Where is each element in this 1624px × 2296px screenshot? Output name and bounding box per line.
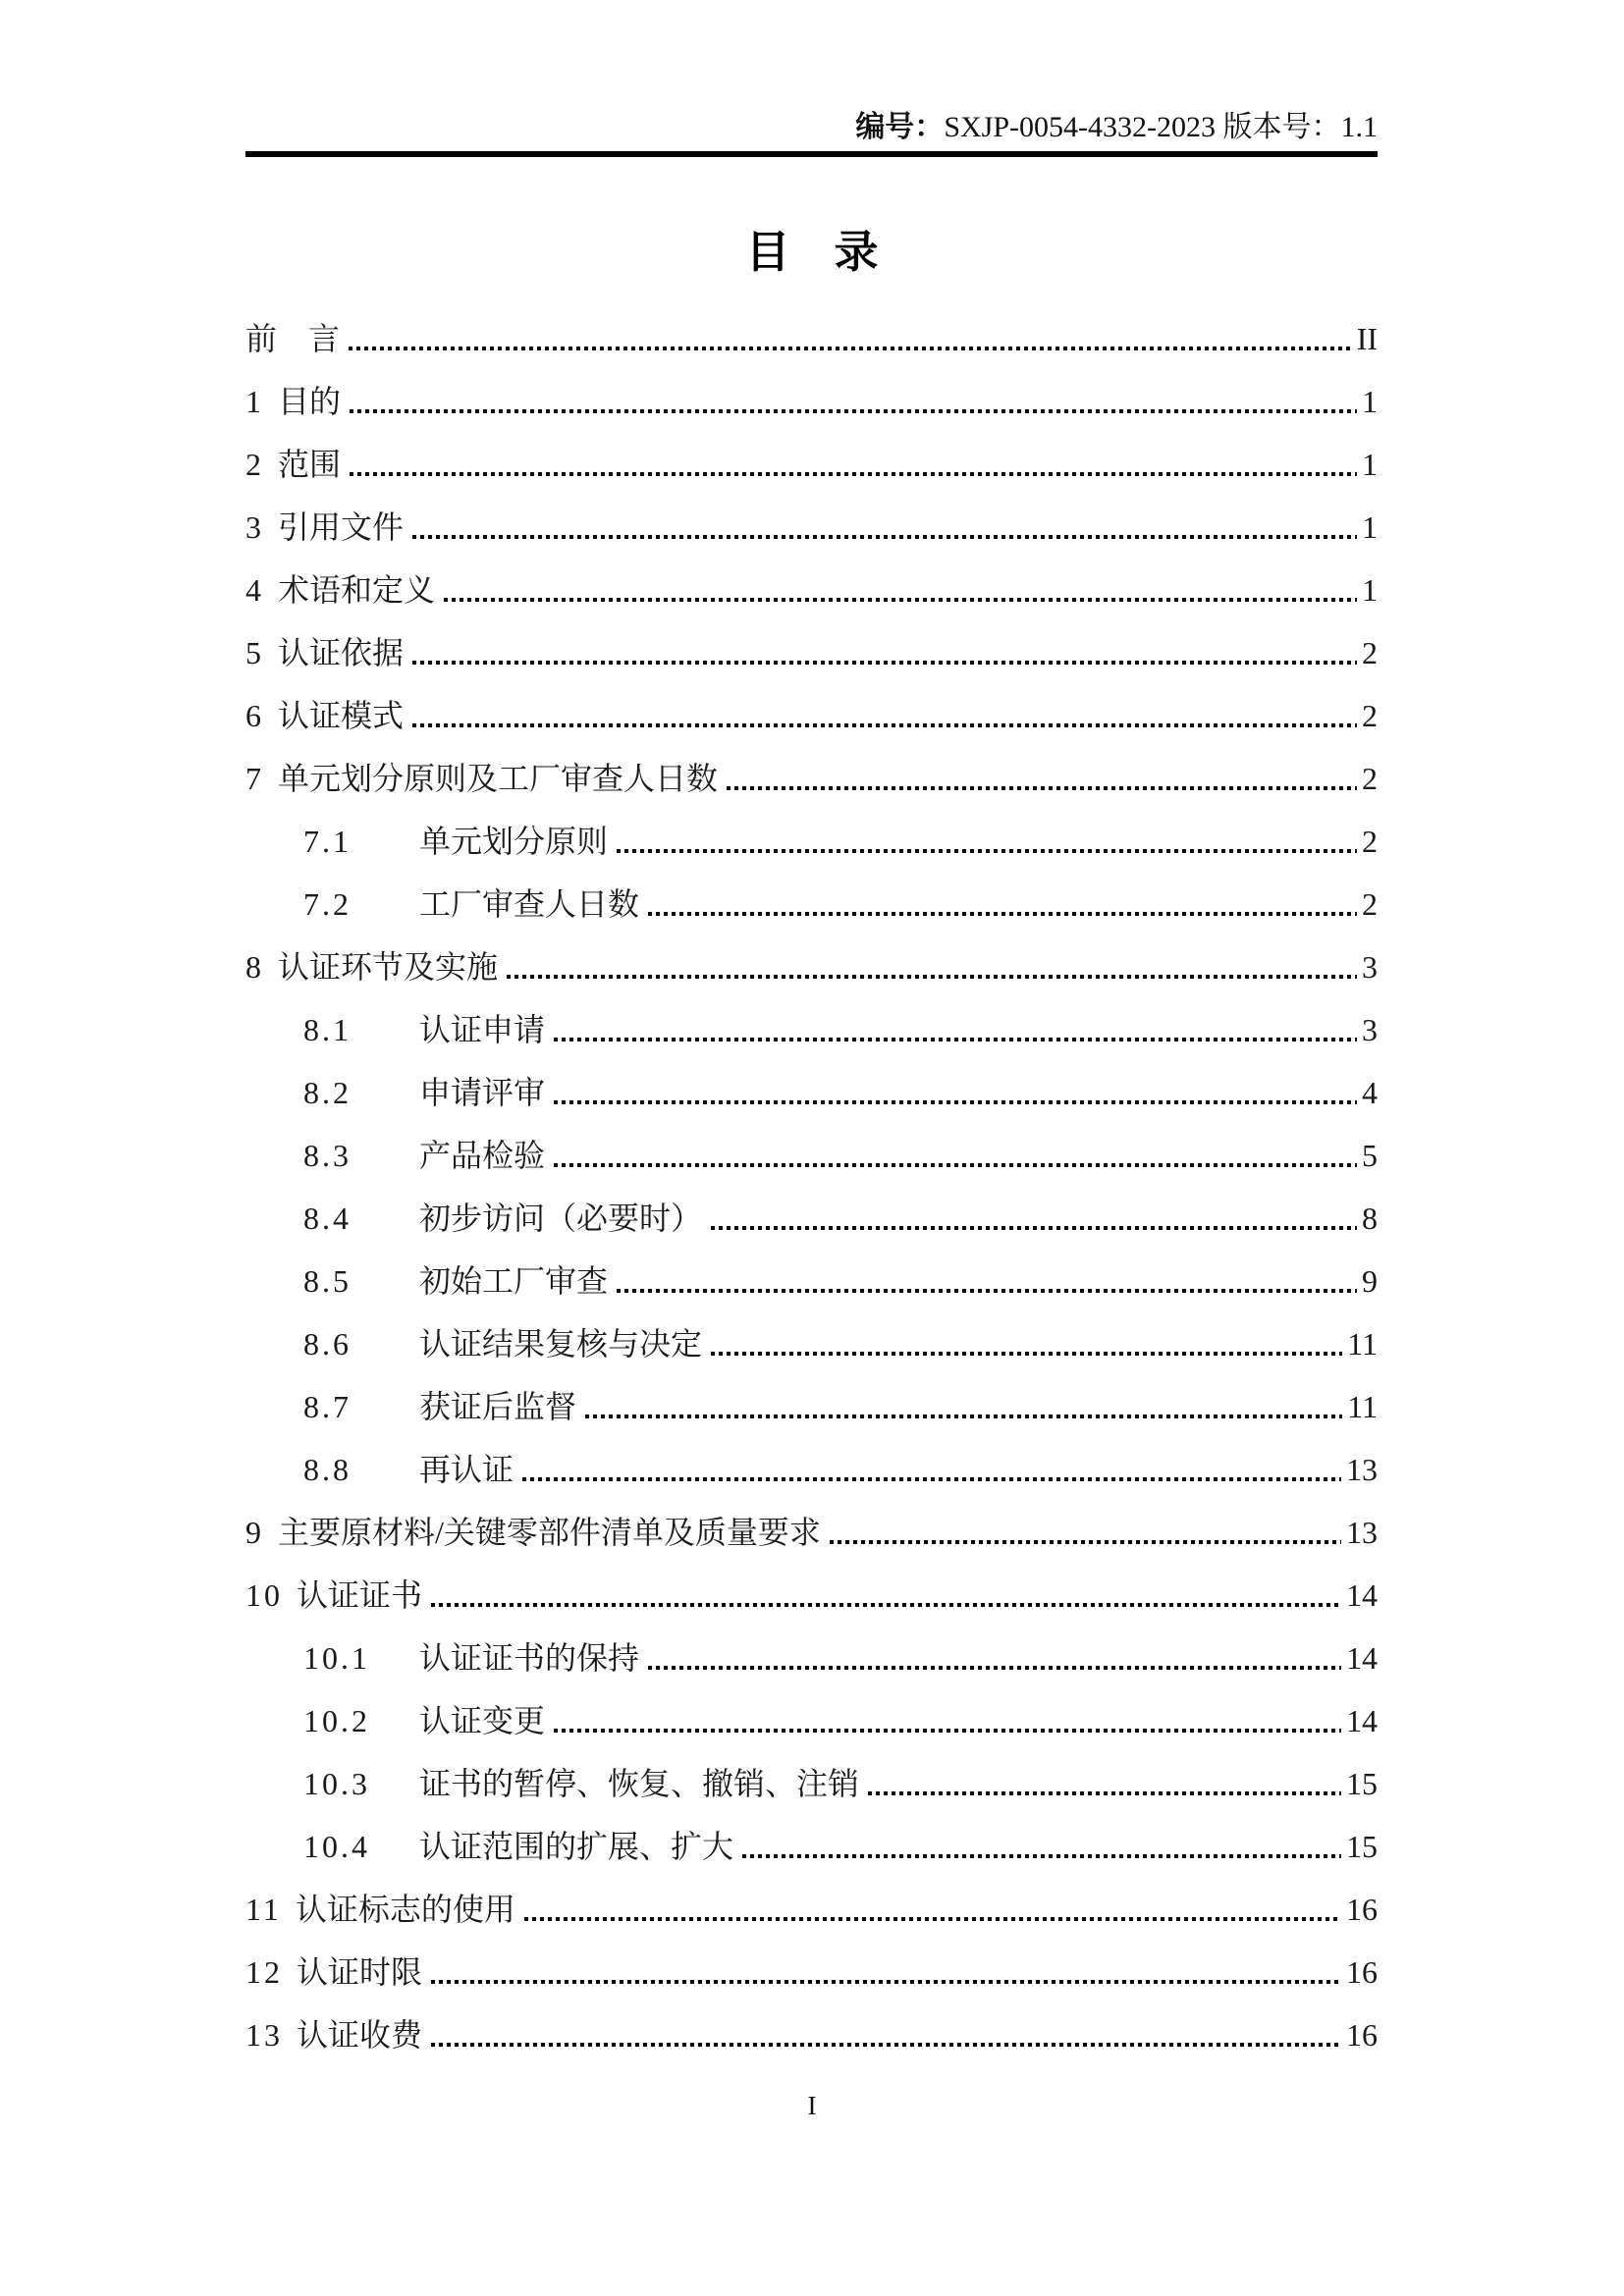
toc-entry-page: 14: [1346, 1640, 1378, 1676]
toc-entry[interactable]: [245, 1612, 1378, 1675]
dot-leader: [431, 1603, 1341, 1607]
dot-leader: [431, 1980, 1341, 1984]
toc-entry-number: 10.2: [303, 1703, 370, 1738]
toc-entry-page: 2: [1362, 761, 1378, 796]
toc-entry-page: 11: [1347, 1389, 1378, 1424]
toc-entry-page: 16: [1346, 2017, 1378, 2053]
toc-entry-number: 8: [245, 949, 264, 985]
toc-entry-title: 工厂审查人日数: [419, 886, 640, 922]
toc-entry-title: 认证模式: [278, 698, 405, 733]
toc-entry-page: 5: [1362, 1138, 1378, 1173]
toc-entry-page: 15: [1346, 1829, 1378, 1864]
toc-entry[interactable]: [245, 732, 1378, 795]
toc-entry[interactable]: [245, 355, 1378, 418]
toc-entry[interactable]: [245, 1737, 1378, 1800]
toc-entry-title: 主要原材料/关键零部件清单及质量要求: [278, 1515, 821, 1550]
toc-entry-title: 初始工厂审查: [419, 1263, 609, 1299]
toc-entry-page: 1: [1362, 447, 1378, 482]
toc-title: 目 录: [745, 228, 879, 277]
toc-entry-number: 12: [245, 1954, 283, 1990]
page-header: [245, 110, 1378, 145]
toc-entry-number: 8.5: [303, 1263, 352, 1299]
toc-entry-title: 认证环节及实施: [278, 949, 499, 985]
toc-entry[interactable]: [245, 1863, 1378, 1926]
toc-entry[interactable]: [245, 1298, 1378, 1361]
toc-entry-number: 8.3: [303, 1138, 352, 1173]
dot-leader: [554, 1100, 1357, 1104]
dot-leader: [617, 849, 1357, 853]
toc-entry[interactable]: [245, 1486, 1378, 1549]
toc-entry-title: 引用文件: [278, 509, 405, 545]
toc-entry-page: 14: [1346, 1577, 1378, 1613]
toc-entry-title: 认证申请: [419, 1012, 546, 1047]
toc-entry-page: 15: [1346, 1766, 1378, 1801]
toc-entry[interactable]: [245, 1423, 1378, 1486]
dot-leader: [554, 1163, 1357, 1167]
toc-entry[interactable]: [245, 1235, 1378, 1298]
toc-entry-page: 16: [1346, 1892, 1378, 1927]
toc-entry-title: 认证标志的使用: [295, 1892, 515, 1927]
toc-entry-title: 认证变更: [419, 1703, 546, 1738]
toc-entry-number: 10.1: [303, 1640, 370, 1676]
dot-leader: [522, 1477, 1341, 1481]
dot-leader: [648, 1666, 1341, 1670]
toc-entry-number: 2: [245, 447, 264, 482]
dot-leader: [350, 472, 1357, 476]
toc-entry-title: 申请评审: [419, 1075, 546, 1110]
dot-leader: [617, 1289, 1357, 1293]
dot-leader: [412, 723, 1357, 727]
toc-entry-page: 2: [1362, 886, 1378, 922]
toc-entry-page: 2: [1362, 698, 1378, 733]
dot-leader: [444, 598, 1357, 602]
toc-entry-number: 4: [245, 572, 264, 608]
toc-entry[interactable]: [245, 795, 1378, 858]
toc-entry-page: 2: [1362, 635, 1378, 670]
toc-entry-page: 16: [1346, 1954, 1378, 1990]
toc-entry-page: 1: [1362, 572, 1378, 608]
toc-entry-page: 3: [1362, 1012, 1378, 1047]
toc-entry[interactable]: [245, 858, 1378, 921]
dot-leader: [727, 786, 1357, 790]
toc-entry-page: 14: [1346, 1703, 1378, 1738]
doc-number-value: SXJP-0054-4332-2023 版本号：1.1: [944, 111, 1378, 143]
dot-leader: [711, 1352, 1342, 1356]
toc-entry-page: 13: [1346, 1452, 1378, 1487]
toc-entry-page: 2: [1362, 824, 1378, 859]
dot-leader: [648, 912, 1357, 916]
dot-leader: [830, 1540, 1341, 1544]
dot-leader: [412, 661, 1357, 665]
toc-entry-number: 8.1: [303, 1012, 352, 1047]
doc-number-label: 编号：: [855, 111, 945, 143]
toc-entry-title: 术语和定义: [278, 572, 436, 608]
toc-entry-title: 认证时限: [297, 1954, 423, 1990]
dot-leader: [868, 1791, 1341, 1795]
toc-entry[interactable]: [245, 544, 1378, 607]
dot-leader: [431, 2043, 1341, 2047]
toc-entry-title: 单元划分原则: [419, 824, 609, 859]
toc-entry-title: 认证范围的扩展、扩大: [419, 1829, 734, 1864]
header-rule: [245, 151, 1378, 157]
toc-entry-title: 认证证书的保持: [419, 1640, 640, 1676]
page-footer: [0, 2091, 1624, 2120]
toc-entry[interactable]: [245, 1046, 1378, 1109]
toc-entry-title: 范围: [278, 447, 342, 482]
toc-entry-title: 证书的暂停、恢复、撤销、注销: [419, 1766, 860, 1801]
toc-entry-number: 10.4: [303, 1829, 370, 1864]
footer-page-number: I: [807, 2091, 817, 2120]
toc-entry-page: 4: [1362, 1075, 1378, 1110]
toc-entry-title: 前 言: [245, 321, 341, 356]
toc-entry-number: 7.1: [303, 824, 352, 859]
toc-entry-number: 8.8: [303, 1452, 352, 1487]
toc-entry-number: 8.7: [303, 1389, 352, 1424]
toc-entry[interactable]: [245, 1109, 1378, 1172]
toc-entry-title: 再认证: [419, 1452, 514, 1487]
toc-entry[interactable]: [245, 1800, 1378, 1863]
dot-leader: [412, 535, 1357, 539]
toc-entry-title: 初步访问（必要时）: [419, 1201, 703, 1236]
toc-entry-number: 9: [245, 1515, 264, 1550]
toc-entry-page: 11: [1347, 1326, 1378, 1362]
dot-leader: [554, 1729, 1341, 1733]
toc-entry[interactable]: [245, 1549, 1378, 1612]
toc-entry-title: 产品检验: [419, 1138, 546, 1173]
toc-entry-number: 8.4: [303, 1201, 352, 1236]
toc-entry[interactable]: [245, 418, 1378, 481]
toc-entry-title: 目的: [278, 384, 342, 419]
toc-entry-number: 7.2: [303, 886, 352, 922]
toc-entry-title: 认证依据: [278, 635, 405, 670]
toc-entry-page: 1: [1362, 509, 1378, 545]
toc-entry-number: 13: [245, 2017, 283, 2053]
toc-entry-page: 1: [1362, 384, 1378, 419]
toc-entry[interactable]: [245, 607, 1378, 669]
toc-entry[interactable]: [245, 921, 1378, 984]
toc-entry-page: II: [1356, 321, 1378, 356]
toc-entry-title: 认证证书: [297, 1577, 423, 1613]
toc-entry[interactable]: [245, 1989, 1378, 2052]
toc-entry-title: 认证收费: [297, 2017, 423, 2053]
toc-entry[interactable]: [245, 669, 1378, 732]
toc-entry[interactable]: [245, 1361, 1378, 1423]
toc-entry[interactable]: [245, 1172, 1378, 1235]
toc-entry-page: 13: [1346, 1515, 1378, 1550]
toc-entry[interactable]: [245, 481, 1378, 544]
toc-entry-number: 10: [245, 1577, 283, 1613]
toc-entry-number: 6: [245, 698, 264, 733]
toc-entry-number: 5: [245, 635, 264, 670]
toc-entry-page: 9: [1362, 1263, 1378, 1299]
toc-list: [245, 293, 1378, 2052]
toc-entry-page: 3: [1362, 949, 1378, 985]
toc-entry-title: 获证后监督: [419, 1389, 577, 1424]
dot-leader: [554, 1038, 1357, 1041]
dot-leader: [585, 1415, 1342, 1418]
dot-leader: [711, 1226, 1357, 1230]
toc-entry-number: 3: [245, 509, 264, 545]
dot-leader: [507, 975, 1357, 979]
toc-entry-number: 7: [245, 761, 264, 796]
toc-entry-title: 单元划分原则及工厂审查人日数: [278, 761, 719, 796]
toc-entry[interactable]: [245, 1675, 1378, 1737]
toc-entry-title: 认证结果复核与决定: [419, 1326, 703, 1362]
dot-leader: [349, 347, 1352, 350]
toc-entry[interactable]: [245, 293, 1378, 355]
toc-entry[interactable]: [245, 1926, 1378, 1989]
dot-leader: [524, 1917, 1341, 1921]
toc-entry[interactable]: [245, 984, 1378, 1046]
toc-entry-page: 8: [1362, 1201, 1378, 1236]
toc-entry-number: 1: [245, 384, 264, 419]
toc-entry-number: 8.6: [303, 1326, 352, 1362]
toc-entry-number: 10.3: [303, 1766, 370, 1801]
dot-leader: [350, 409, 1357, 413]
toc-entry-number: 11: [245, 1892, 282, 1927]
toc-entry-number: 8.2: [303, 1075, 352, 1110]
dot-leader: [742, 1854, 1341, 1858]
